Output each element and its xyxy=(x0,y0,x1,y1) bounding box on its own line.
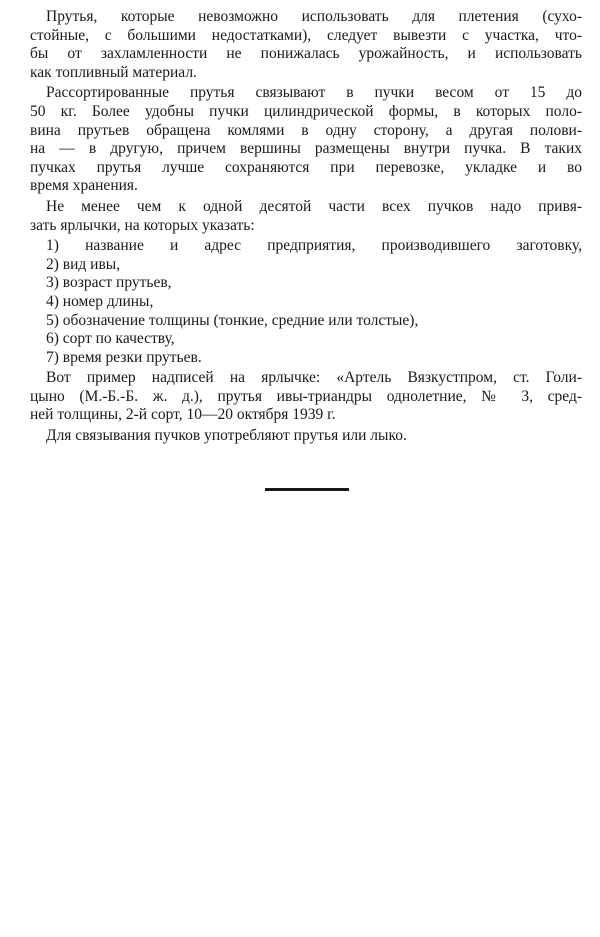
text-line: стойные, с большими недостатками), следует вывезти с участка, что- xyxy=(30,26,582,44)
paragraph-label-example xyxy=(30,369,582,425)
paragraph-bundling xyxy=(30,84,582,196)
list-item: 3) возраст прутьев, xyxy=(46,274,172,292)
list-item: 7) время резки прутьев. xyxy=(46,348,202,366)
text-line: ней толщины, 2-й сорт, 10—20 октября 1939 г. xyxy=(30,406,336,424)
document-page xyxy=(30,8,582,448)
text-line: как топливный материал. xyxy=(30,63,197,81)
text-line: Прутья, которые невозможно использовать для плетения (сухо- xyxy=(46,8,582,25)
text-line: цыно (М.-Б.-Б. ж. д.), прутья ивы-триандры однолетние, № 3, сред- xyxy=(30,387,582,405)
label-list xyxy=(30,237,582,367)
text-line: вина прутьев обращена комлями в одну сторону, а другая полови- xyxy=(30,121,582,139)
list-item: 2) вид ивы, xyxy=(46,255,121,273)
text-line: время хранения. xyxy=(30,177,138,195)
text-line: Для связывания пучков употребляют прутья или лыко. xyxy=(46,427,407,445)
text-line: бы от захламленности не понижалась урожайность, и использовать xyxy=(30,45,582,63)
text-line: пучках прутья лучше сохраняются при перевозке, укладке и во xyxy=(30,158,582,176)
paragraph-disposal xyxy=(30,8,582,82)
list-item: 5) обозначение толщины (тонкие, средние или толстые), xyxy=(46,311,419,329)
paragraph-labels-intro xyxy=(30,198,582,235)
list-item: 1) название и адрес предприятия, производившего заготовку, xyxy=(46,237,582,255)
text-line: зать ярлычки, на которых указать: xyxy=(30,216,255,234)
text-line: на — в другую, причем вершины размещены внутри пучка. В таких xyxy=(30,140,582,158)
list-item: 6) сорт по качеству, xyxy=(46,330,175,348)
paragraph-tying xyxy=(30,427,582,446)
section-divider xyxy=(265,488,349,491)
text-line: 50 кг. Более удобны пучки цилиндрической формы, в которых поло- xyxy=(30,102,582,120)
text-line: Рассортированные прутья связывают в пучки весом от 15 до xyxy=(46,84,582,102)
text-line: Не менее чем к одной десятой части всех пучков надо привя- xyxy=(46,197,582,215)
list-item: 4) номер длины, xyxy=(46,292,154,310)
text-line: Вот пример надписей на ярлычке: «Артель Вязкустпром, ст. Голи- xyxy=(46,369,582,387)
